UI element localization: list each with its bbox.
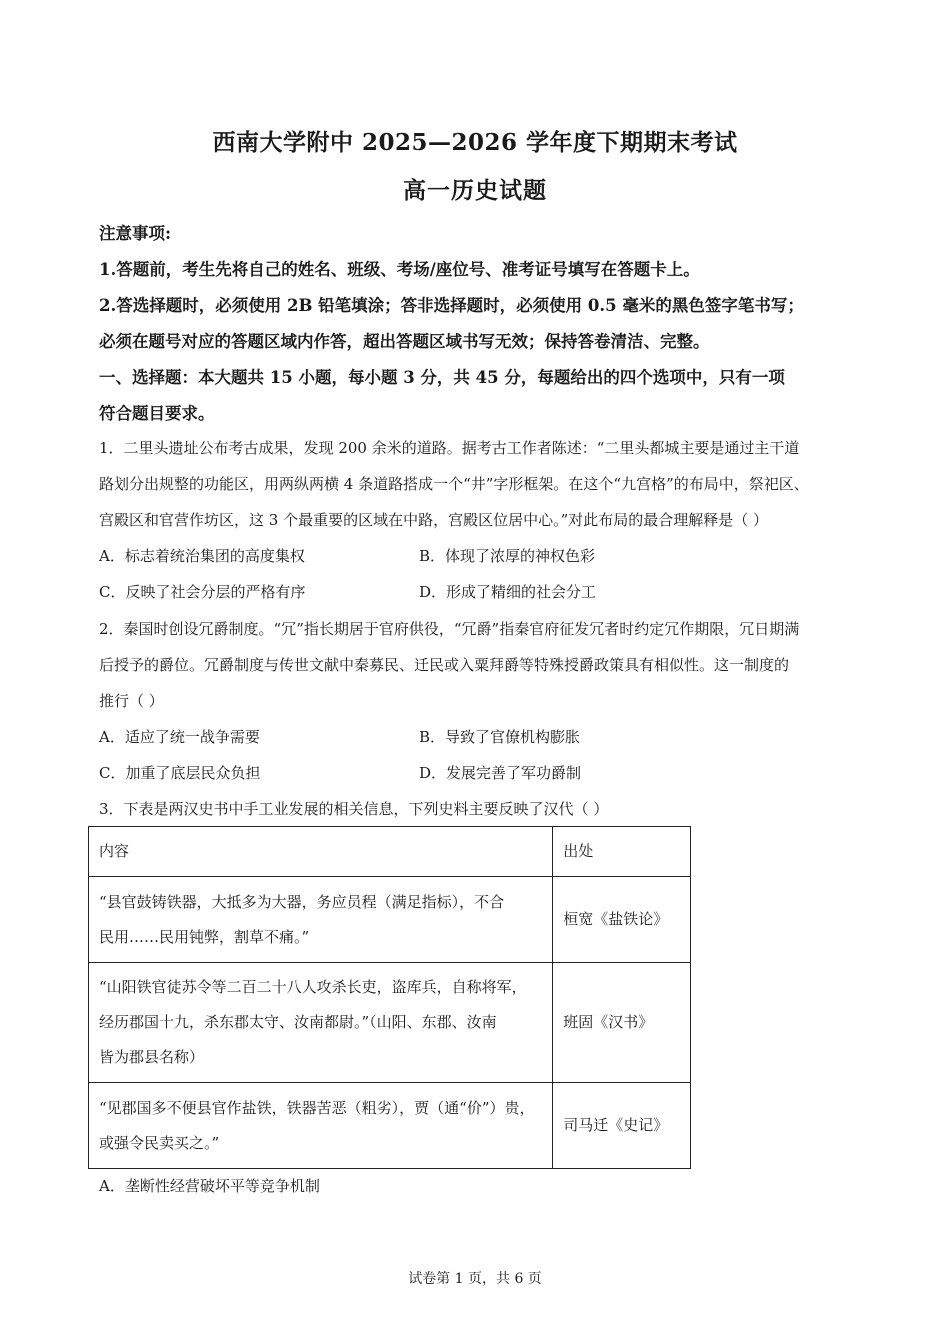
source-table bbox=[88, 826, 691, 1169]
q1-option-a: A．标志着统治集团的高度集权 bbox=[99, 547, 305, 565]
table-cell-content bbox=[89, 877, 553, 963]
notice-item-1: 1.答题前，考生先将自己的姓名、班级、考场/座位号、准考证号填写在答题卡上。 bbox=[99, 260, 700, 279]
q2-stem-line2: 后授予的爵位。冗爵制度与传世文献中秦募民、迁民或入粟拜爵等特殊授爵政策具有相似性。这一制度的 bbox=[99, 656, 790, 674]
cell-line: “县官鼓铸铁器，大抵多为大器，务应员程（满足指标），不合 bbox=[99, 892, 505, 911]
table-header-row bbox=[89, 827, 691, 877]
table-cell-source: 司马迁《史记》 bbox=[553, 1083, 691, 1169]
q2-stem-line1: 2．秦国时创设冗爵制度。“冗”指长期居于官府供役，“冗爵”指秦官府征发冗者时约定冗作期限，冗日期满 bbox=[99, 620, 800, 638]
table-row bbox=[89, 963, 691, 1083]
section-heading-line2: 符合题目要求。 bbox=[99, 404, 215, 423]
table-row bbox=[89, 877, 691, 963]
q1-option-d: D．形成了精细的社会分工 bbox=[419, 583, 597, 601]
q3-option-a: A．垄断性经营破坏平等竞争机制 bbox=[99, 1177, 320, 1195]
notice-heading: 注意事项: bbox=[99, 224, 172, 243]
q2-option-c: C．加重了底层民众负担 bbox=[99, 764, 261, 782]
cell-line: “山阳铁官徒苏令等二百二十八人攻杀长吏，盗库兵，自称将军， bbox=[99, 978, 527, 996]
exam-subtitle: 高一历史试题 bbox=[403, 177, 547, 204]
table-cell-content bbox=[89, 1083, 553, 1169]
table-cell-content bbox=[89, 963, 553, 1083]
notice-item-2-line1: 2.答选择题时，必须使用 2B 铅笔填涂；答非选择题时，必须使用 0.5 毫米的黑色签字笔书写； bbox=[99, 296, 804, 315]
cell-line: “见郡国多不便县官作盐铁，铁器苦恶（粗劣），贾（通“价”）贵， bbox=[99, 1098, 535, 1117]
cell-line: 经历郡国十九，杀东郡太守、汝南都尉。”（山阳、东郡、汝南 bbox=[99, 1013, 497, 1031]
cell-line: 皆为郡县名称） bbox=[99, 1048, 205, 1066]
q3-stem: 3．下表是两汉史书中手工业发展的相关信息，下列史料主要反映了汉代（ ） bbox=[99, 800, 609, 818]
q1-option-c: C．反映了社会分层的严格有序 bbox=[99, 583, 306, 601]
table-cell-source: 班固《汉书》 bbox=[553, 963, 691, 1083]
q2-option-b: B．导致了官僚机构膨胀 bbox=[419, 728, 581, 746]
table-header-source: 出处 bbox=[553, 827, 691, 877]
table-row bbox=[89, 1083, 691, 1169]
exam-title: 西南大学附中 2025—2026 学年度下期期末考试 bbox=[212, 129, 738, 156]
notice-item-2-line2: 必须在题号对应的答题区域内作答，超出答题区域书写无效；保持答卷清洁、完整。 bbox=[99, 332, 710, 351]
q1-stem-line3: 宫殿区和官营作坊区，这 3 个最重要的区域在中路，宫殿区位居中心。”对此布局的最合理解释是（ ） bbox=[99, 511, 769, 529]
cell-line: 或强令民卖买之。” bbox=[99, 1133, 220, 1152]
q1-stem-line1: 1．二里头遗址公布考古成果，发现 200 余米的道路。据考古工作者陈述：“二里头都城主要是通过主干道 bbox=[99, 439, 800, 457]
cell-line: 民用……民用钝弊，割草不痛。” bbox=[99, 927, 310, 946]
q2-option-a: A．适应了统一战争需要 bbox=[99, 728, 260, 746]
section-heading-line1: 一、选择题：本大题共 15 小题，每小题 3 分，共 45 分，每题给出的四个选项中，只有一项 bbox=[99, 368, 785, 387]
table-cell-source: 桓宽《盐铁论》 bbox=[553, 877, 691, 963]
q1-option-b: B．体现了浓厚的神权色彩 bbox=[419, 547, 596, 565]
q2-option-d: D．发展完善了军功爵制 bbox=[419, 764, 582, 782]
q2-stem-line3: 推行（ ） bbox=[99, 692, 164, 710]
page-footer: 试卷第 1 页，共 6 页 bbox=[408, 1271, 542, 1287]
table-header-content: 内容 bbox=[89, 827, 553, 877]
q1-stem-line2: 路划分出规整的功能区，用两纵两横 4 条道路搭成一个“井”字形框架。在这个“九宫格”的布局中，祭祀区、 bbox=[99, 475, 809, 493]
